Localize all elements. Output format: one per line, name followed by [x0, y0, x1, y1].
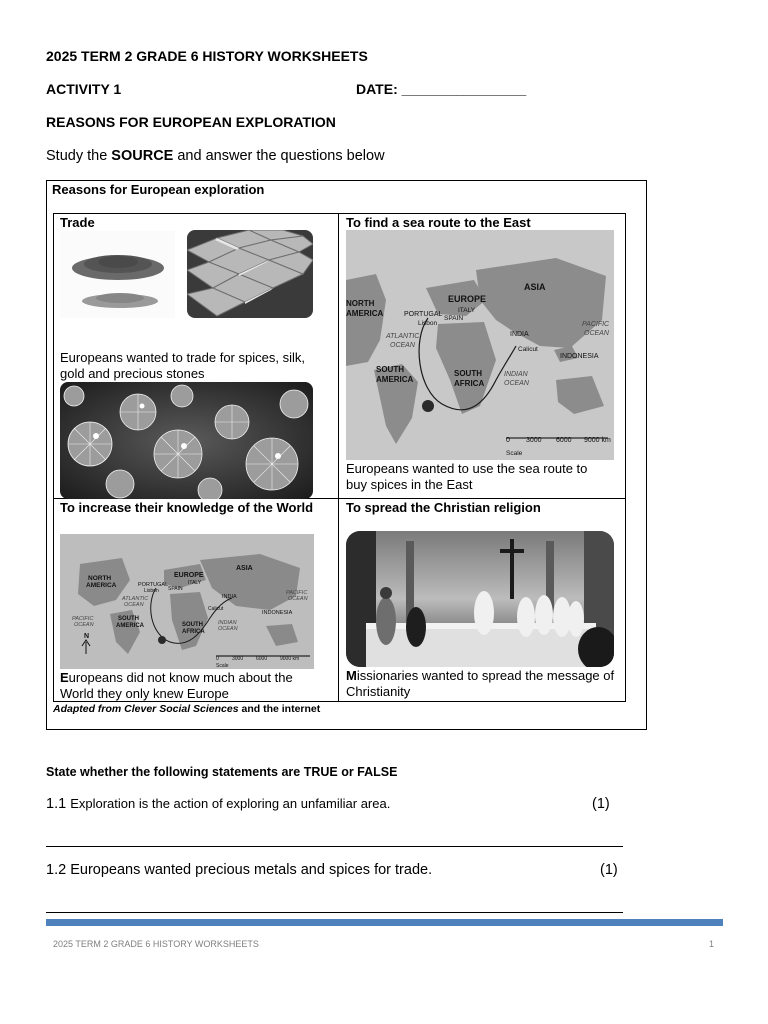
- world-map-scale-label: Scale: [216, 663, 229, 669]
- religion-caption-rest: issionaries wanted to spread the message of Christianity: [346, 668, 615, 699]
- sea-route-title: To find a sea route to the East: [346, 215, 531, 230]
- map-label-italy: ITALY: [458, 307, 476, 314]
- world-map-label-spain: SPAIN: [168, 586, 183, 592]
- source-title: Reasons for European exploration: [52, 182, 265, 197]
- source-credit: [53, 703, 320, 715]
- world-map-label-lisbon: Lisbon: [144, 588, 159, 594]
- map-label-india: INDIA: [510, 331, 529, 338]
- question-1-1-number: 1.1: [46, 796, 67, 812]
- world-map-scale-tick-0: 0: [216, 656, 219, 662]
- world-map-label-europe: EUROPE: [174, 572, 204, 579]
- knowledge-caption: [60, 670, 330, 702]
- world-map-scale-tick-3000: 3000: [232, 656, 244, 662]
- world-map-image: [60, 534, 314, 669]
- map-label-pacific: PACIFIC OCEAN: [582, 321, 610, 337]
- knowledge-title: To increase their knowledge of the World: [60, 500, 314, 515]
- map-scale-tick-6000: 6000: [556, 437, 572, 444]
- world-map-scale-tick-6000: 6000: [256, 656, 268, 662]
- sea-route-caption: Europeans wanted to use the sea route to buy spices in the East: [346, 461, 588, 492]
- trade-caption: Europeans wanted to trade for spices, silk, gold and precious stones: [60, 350, 305, 381]
- world-map-label-asia: ASIA: [236, 565, 253, 572]
- answer-line-1-1[interactable]: [46, 846, 623, 847]
- map-scale-tick-0: 0: [506, 437, 510, 444]
- world-map-label-calicut: Calicut: [208, 606, 224, 612]
- map-label-portugal: PORTUGAL: [404, 311, 443, 318]
- map-label-atlantic: ATLANTIC OCEAN: [386, 333, 420, 349]
- world-map-label-north: N: [84, 633, 90, 640]
- question-1-1-marks: (1): [592, 796, 610, 812]
- religion-title: To spread the Christian religion: [346, 500, 541, 515]
- map-label-north-america: NORTH AMERICA: [346, 299, 384, 318]
- instruction-suffix: and answer the questions below: [173, 148, 385, 164]
- map-label-calicut: Calicut: [518, 346, 538, 353]
- knowledge-caption-rest: uropeans did not know much about the World they only knew Europe: [60, 670, 293, 701]
- world-map-label-south-africa: SOUTH AFRICA: [182, 622, 205, 635]
- map-label-lisbon: Lisbon: [418, 320, 438, 327]
- date-field: DATE: ________________: [356, 81, 527, 97]
- world-map-label-portugal: PORTUGAL: [138, 582, 169, 588]
- map-label-south-america: SOUTH AMERICA: [376, 365, 414, 384]
- question-1-1: [46, 796, 390, 812]
- world-map-label-north-america: NORTH AMERICA: [86, 575, 117, 589]
- footer-text: 2025 TERM 2 GRADE 6 HISTORY WORKSHEETS: [53, 939, 259, 949]
- world-map-scale-tick-9000: 9000 km: [280, 656, 300, 662]
- religion-caption-initial: M: [346, 668, 357, 683]
- world-map-label-indonesia: INDONESIA: [262, 610, 293, 616]
- mass-image: [346, 531, 614, 667]
- worksheet-title: 2025 TERM 2 GRADE 6 HISTORY WORKSHEETS: [46, 48, 368, 64]
- answer-line-1-2[interactable]: [46, 912, 623, 913]
- source-credit-italic: Adapted from Clever Social Sciences: [53, 703, 239, 715]
- grid-divider-vertical: [338, 213, 339, 702]
- map-label-indonesia: INDONESIA: [560, 353, 599, 360]
- instruction: [46, 148, 385, 164]
- map-label-europe: EUROPE: [448, 294, 487, 304]
- map-label-asia: ASIA: [524, 282, 546, 292]
- world-map-label-italy: ITALY: [188, 580, 202, 586]
- instruction-prefix: Study the: [46, 148, 112, 164]
- questions-heading: State whether the following statements are TRUE or FALSE: [46, 765, 398, 779]
- question-1-2-text: Europeans wanted precious metals and spices for trade.: [70, 862, 433, 878]
- world-map-label-india: INDIA: [222, 594, 237, 600]
- world-map-label-pacific-right: PACIFIC OCEAN: [286, 590, 308, 602]
- map-label-spain: SPAIN: [444, 315, 464, 322]
- knowledge-caption-initial: E: [60, 670, 69, 685]
- map-scale-tick-9000: 9000 km: [584, 437, 611, 444]
- world-map-label-atlantic: ATLANTIC OCEAN: [122, 596, 149, 608]
- question-1-1-text: Exploration is the action of exploring an unfamiliar area.: [70, 796, 391, 811]
- question-1-2: [46, 862, 432, 878]
- instruction-bold: SOURCE: [111, 148, 174, 164]
- page-number: 1: [709, 939, 715, 949]
- religion-caption: [346, 668, 621, 700]
- spices-image: [60, 231, 175, 318]
- sea-route-map: [346, 230, 614, 460]
- trade-title: Trade: [60, 215, 95, 230]
- question-1-2-marks: (1): [600, 862, 618, 878]
- world-map-label-south-america: SOUTH AMERICA: [116, 616, 144, 629]
- question-1-2-number: 1.2: [46, 862, 67, 878]
- world-map-label-pacific-left: PACIFIC OCEAN: [72, 616, 94, 628]
- map-scale-tick-3000: 3000: [526, 437, 542, 444]
- diamonds-image: [60, 382, 313, 499]
- activity-label: ACTIVITY 1: [46, 81, 122, 97]
- footer-bar: [46, 919, 723, 926]
- world-map-label-indian-ocean: INDIAN OCEAN: [218, 620, 238, 632]
- map-label-indian-ocean: INDIAN OCEAN: [504, 371, 529, 387]
- map-scale-label: Scale: [506, 450, 523, 457]
- section-title: REASONS FOR EUROPEAN EXPLORATION: [46, 114, 336, 130]
- source-credit-rest: and the internet: [238, 703, 321, 715]
- map-label-south-africa: SOUTH AFRICA: [454, 369, 485, 388]
- gold-bars-image: [187, 230, 313, 318]
